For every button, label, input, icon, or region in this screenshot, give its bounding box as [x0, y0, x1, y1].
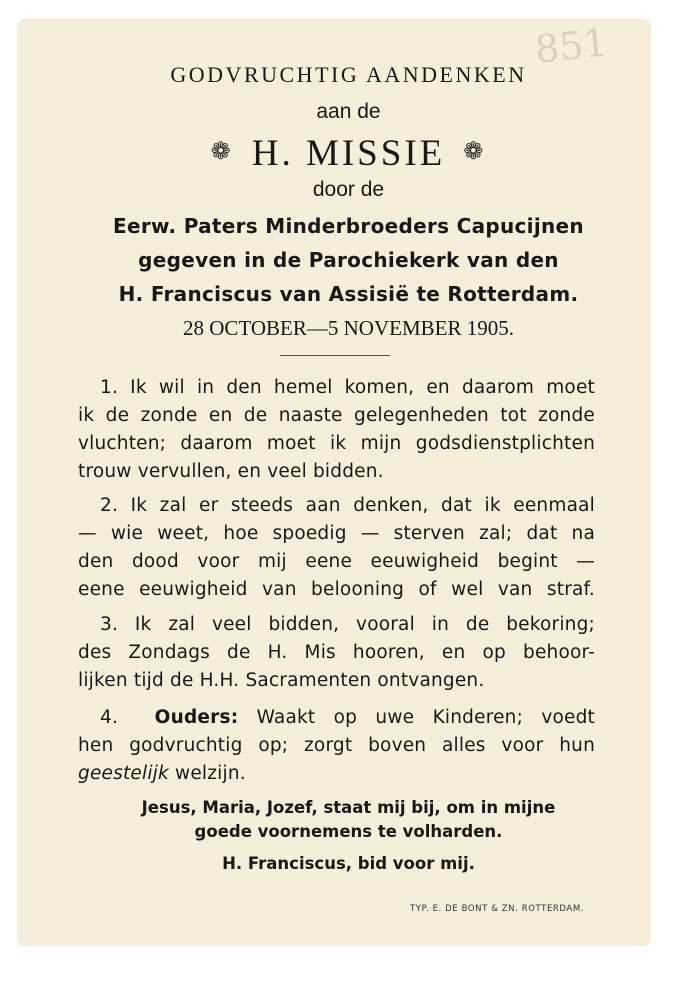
order-line: Eerw. Paters Minderbroeders Capucijnen: [113, 214, 584, 238]
item-4-line: hen godvruchtig op; zorgt boven alles voor hun: [78, 735, 595, 756]
dates: 28 OCTOBER—5 NOVEMBER 1905.: [183, 316, 514, 340]
item-1-line: trouw vervullen, en veel bidden.: [78, 461, 384, 482]
item-2-line: — wie weet, hoe spoedig — sterven zal; dat na: [78, 523, 595, 544]
item-3-line: lijken tijd de H.H. Sacramenten ontvangen.: [78, 670, 485, 691]
archive-mark: 851: [532, 20, 610, 72]
item-4-line: 4. Ouders: Waakt op uwe Kinderen; voedt: [100, 707, 595, 728]
item-1-line: vluchten; daarom moet ik mijn godsdienstplichten: [78, 433, 595, 454]
parents-label: Ouders:: [154, 707, 239, 728]
divider: [280, 355, 390, 356]
heading-line: GODVRUCHTIG AANDENKEN: [170, 62, 527, 87]
church-line: gegeven in de Parochiekerk van den: [138, 248, 559, 272]
item-3-line: des Zondags de H. Mis hooren, en op behoor-: [78, 642, 595, 663]
item-2-line: eene eeuwigheid van belooning of wel van straf.: [78, 579, 595, 600]
item-3-line: 3. Ik zal veel bidden, vooral in de bekoring;: [100, 614, 595, 635]
item-4-line: geestelijk welzijn.: [78, 763, 246, 784]
item-1-line: ik de zonde en de naaste gelegenheden tot zonde: [78, 405, 595, 426]
printer-imprint: TYP. E. DE BONT & ZN. ROTTERDAM.: [410, 904, 585, 914]
closing-prayer: Jesus, Maria, Jozef, staat mij bij, om in mijne: [141, 798, 556, 817]
flower-ornament-icon: ❁: [463, 139, 487, 165]
subheading: aan de: [316, 100, 381, 123]
subheading: door de: [312, 178, 385, 201]
flower-ornament-icon: ❁: [210, 139, 234, 165]
item-2-line: den dood voor mij eene eeuwigheid begint —: [78, 551, 595, 572]
item-1-line: 1. Ik wil in den hemel komen, en daarom moet: [100, 377, 595, 398]
location-line: H. Franciscus van Assisië te Rotterdam.: [118, 282, 579, 306]
page-title: ❁ H. MISSIE ❁: [210, 133, 487, 174]
item-2-line: 2. Ik zal er steeds aan denken, dat ik eenmaal: [100, 495, 595, 516]
closing-invocation: H. Franciscus, bid voor mij.: [222, 854, 475, 873]
closing-prayer: goede voornemens te volharden.: [194, 822, 503, 841]
